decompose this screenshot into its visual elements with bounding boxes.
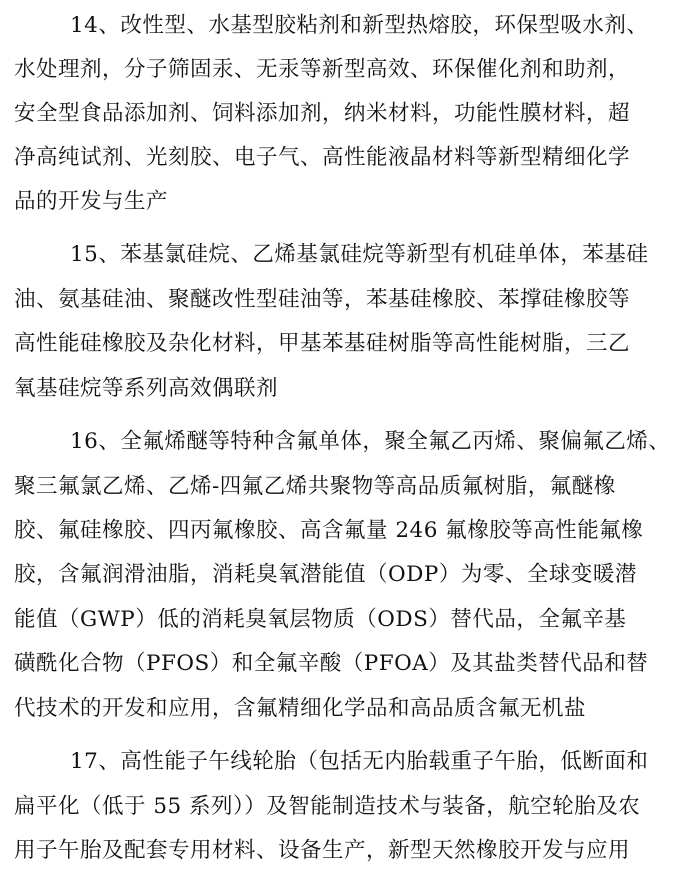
text-line: 磺酰化合物（PFOS）和全氟辛酸（PFOA）及其盐类替代品和替: [14, 651, 649, 676]
text-line: 品的开发与生产: [14, 189, 169, 214]
text-line: 16、全氟烯醚等特种含氟单体，聚全氟乙丙烯、聚偏氟乙烯、: [70, 429, 670, 454]
text-line: 扁平化（低于 55 系列））及智能制造技术与装备，航空轮胎及农: [14, 794, 641, 819]
text-line: 安全型食品添加剂、饲料添加剂，纳米材料，功能性膜材料，超: [14, 101, 631, 126]
text-line: 氧基硅烷等系列高效偶联剂: [14, 376, 279, 401]
text-line: 代技术的开发和应用，含氟精细化学品和高品质含氟无机盐: [14, 696, 587, 721]
text-line: 15、苯基氯硅烷、乙烯基氯硅烷等新型有机硅单体，苯基硅: [70, 242, 649, 267]
text-line: 能值（GWP）低的消耗臭氧层物质（ODS）替代品，全氟辛基: [14, 607, 627, 632]
text-line: 14、改性型、水基型胶粘剂和新型热熔胶，环保型吸水剂、: [70, 13, 649, 38]
text-line: 用子午胎及配套专用材料、设备生产，新型天然橡胶开发与应用: [14, 838, 631, 863]
text-line: 胶，含氟润滑油脂，消耗臭氧潜能值（ODP）为零、全球变暖潜: [14, 562, 637, 587]
text-line: 高性能硅橡胶及杂化材料，甲基苯基硅树脂等高性能树脂，三乙: [14, 331, 631, 356]
text-line: 胶、氟硅橡胶、四丙氟橡胶、高含氟量 246 氟橡胶等高性能氟橡: [14, 518, 644, 543]
text-line: 油、氨基硅油、聚醚改性型硅油等，苯基硅橡胶、苯撑硅橡胶等: [14, 287, 631, 312]
text-line: 水处理剂，分子筛固汞、无汞等新型高效、环保催化剂和助剂，: [14, 57, 631, 82]
text-line: 净高纯试剂、光刻胶、电子气、高性能液晶材料等新型精细化学: [14, 145, 631, 170]
text-line: 17、高性能子午线轮胎（包括无内胎载重子午胎，低断面和: [70, 749, 649, 774]
text-line: 聚三氟氯乙烯、乙烯-四氟乙烯共聚物等高品质氟树脂，氟醚橡: [14, 474, 616, 499]
